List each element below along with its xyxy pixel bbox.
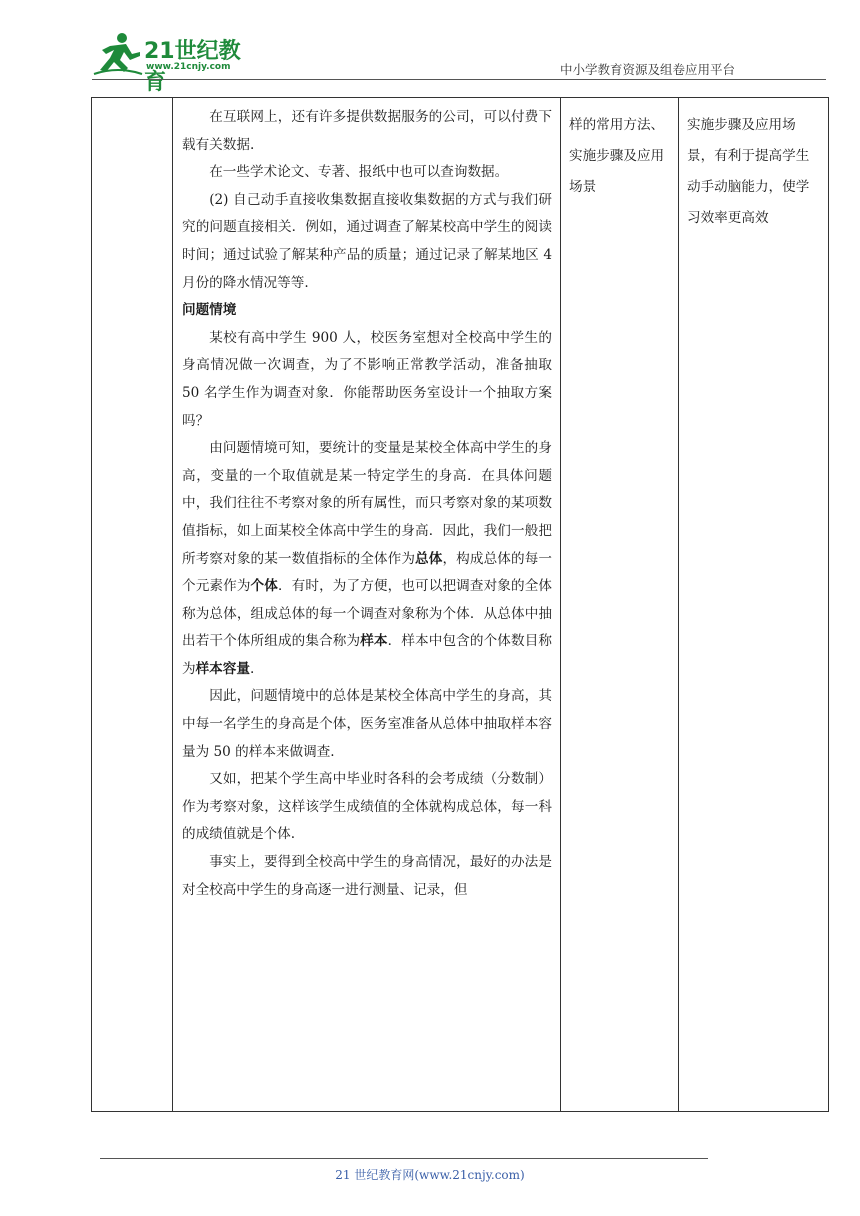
runner-logo-icon xyxy=(92,30,144,76)
header-divider xyxy=(92,79,826,80)
page-header xyxy=(0,0,860,95)
empty-cell xyxy=(92,98,173,1112)
site-logo xyxy=(92,30,262,95)
term-sample-size: 样本容量 xyxy=(195,660,250,677)
footer-divider xyxy=(100,1158,708,1159)
term-sample: 样本 xyxy=(360,633,388,650)
paragraph-definitions: 由问题情境可知，要统计的变量是某校全体高中学生的身高，变量的一个取值就是某一特定学生的身高．在具体问题中，我们往往不考察对象的所有属性，而只考察对象的某项数值指标，如上面某校全体高中学生的身高．因此，我们一般把所考察对象的某一数值指标的全体作为总体，构成总体的每一个元素作为个体．有时，为了方便，也可以把调查对象的全体称为总体，组成总体的每一个调查对象称为个体．从总体中抽出若干个体所组成的集合称为样本．样本中包含的个体数目称为样本容量. xyxy=(182,440,553,677)
paragraph-scenario: 某校有高中学生 900 人，校医务室想对全校高中学生的身高情况做一次调查，为了不影响正常教学活动，准备抽取 50 名学生作为调查对象．你能帮助医务室设计一个抽取方案吗？ xyxy=(182,329,552,429)
logo-text: 21世纪教育 xyxy=(144,39,241,95)
method-text: 样的常用方法、实施步骤及应用场景 xyxy=(569,117,665,195)
footer-link[interactable]: 21 世纪教育网(www.21cnjy.com) xyxy=(335,1168,525,1182)
paragraph-conclusion: 因此，问题情境中的总体是某校全体高中学生的身高，其中每一名学生的身高是个体，医务室准备从总体中抽取样本容量为 50 的样本来做调查. xyxy=(182,688,552,760)
method-cell xyxy=(561,98,679,1112)
paragraph-internet: 在互联网上，还有许多提供数据服务的公司，可以付费下载有关数据. xyxy=(182,109,552,153)
lesson-table xyxy=(91,97,829,1112)
section-heading: 问题情境 xyxy=(182,302,237,319)
purpose-cell xyxy=(679,98,829,1112)
paragraph-fact: 事实上，要得到全校高中学生的身高情况，最好的办法是对全校高中学生的身高逐一进行测量、记录，但 xyxy=(182,854,552,898)
platform-title: 中小学教育资源及组卷应用平台 xyxy=(560,62,736,77)
term-total: 总体 xyxy=(415,550,443,567)
paragraph-direct-collection: (2) 自己动手直接收集数据直接收集数据的方式与我们研究的问题直接相关．例如，通过调查了解某校高中学生的阅读时间；通过试验了解某种产品的质量；通过记录了解某地区 4 月份的降水情况等等. xyxy=(182,191,552,291)
term-individual: 个体 xyxy=(250,578,278,595)
purpose-text: 实施步骤及应用场景，有利于提高学生动手动脑能力，使学习效率更高效 xyxy=(687,117,810,226)
content-cell xyxy=(173,98,561,1112)
paragraph-example: 又如，把某个学生高中毕业时各科的会考成绩（分数制）作为考察对象，这样该学生成绩值的全体就构成总体，每一科的成绩值就是个体. xyxy=(182,771,552,843)
paragraph-papers: 在一些学术论文、专著、报纸中也可以查询数据。 xyxy=(209,164,509,181)
logo-url: www.21cnjy.com xyxy=(146,62,231,72)
